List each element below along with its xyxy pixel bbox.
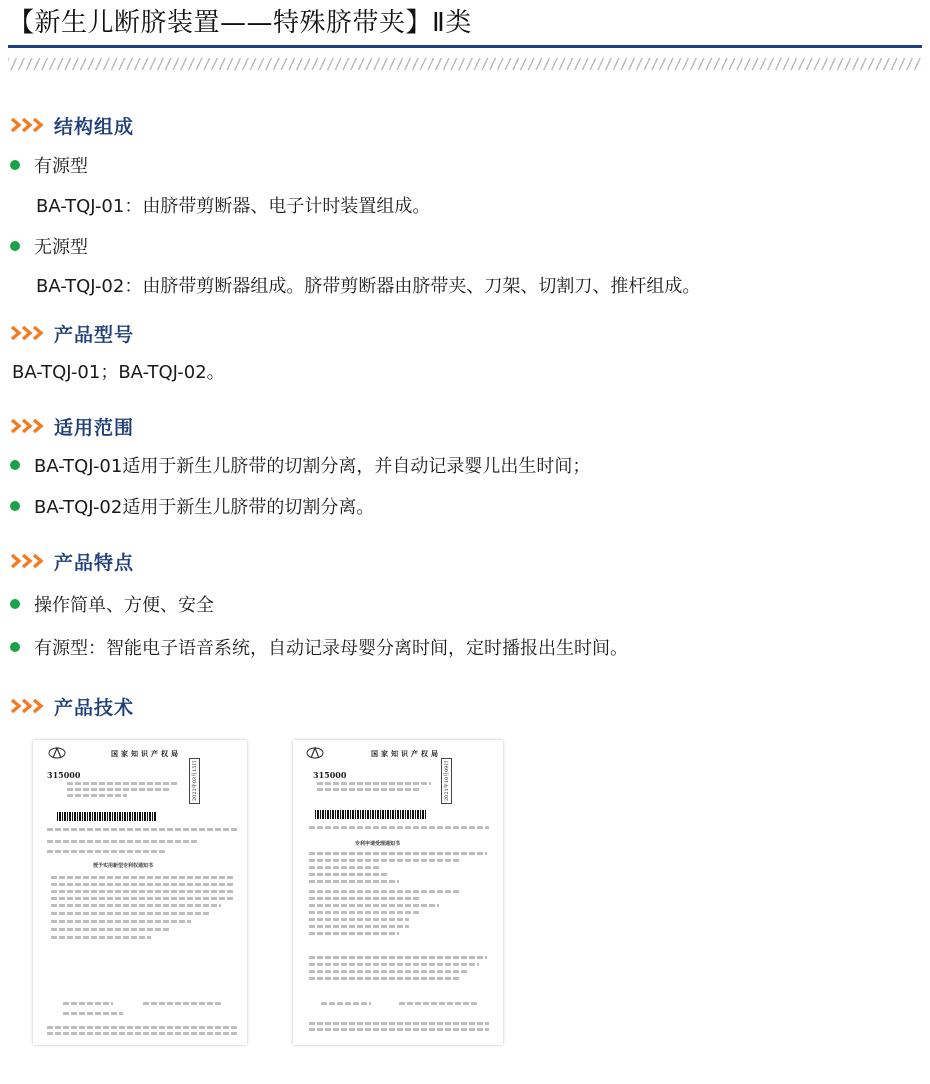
body-line [309,932,399,935]
footer-line [309,1028,489,1031]
signature-line [399,1002,479,1005]
section-models [10,318,134,348]
info-line [47,828,237,831]
body-line [51,876,235,879]
body-line [309,956,487,959]
patent-office-logo-icon [305,746,325,760]
signature-line [63,1012,123,1015]
body-line [51,883,235,886]
body-line [51,936,151,939]
body-line [51,890,235,893]
office-name: 国家知识产权局 [371,749,441,758]
body-line [51,928,171,931]
body-line [309,925,409,928]
triple-chevron-icon [10,117,46,133]
body-line [51,912,211,915]
body-line [309,873,389,876]
address-line [67,782,179,785]
section-features [10,546,134,576]
notice-title: 专利申请受理通知书 [355,841,401,847]
triple-chevron-icon [10,698,46,714]
list-item-text: 有源型 [34,156,88,177]
address-line [317,788,421,791]
body-line [309,963,479,966]
patent-certificate-2 [293,740,503,1045]
patent-certificate-1 [33,740,247,1045]
barcode [315,810,427,819]
detail-text: BA-TQJ-02：由脐带剪断器组成。脐带剪断器由脐带夹、刀架、切割刀、推杆组成。 [36,276,701,297]
body-line [309,904,439,907]
footer-line [47,1026,237,1029]
body-line [309,859,459,862]
green-dot-icon [10,642,20,652]
notice-title: 授予实用新型专利权通知书 [93,863,154,869]
footer-line [47,1032,237,1035]
triple-chevron-icon [10,553,46,569]
office-name: 国家知识产权局 [111,749,181,758]
green-dot-icon [10,599,20,609]
green-dot-icon [10,241,20,251]
list-item [10,492,374,520]
section-heading: 产品技术 [54,696,135,719]
postcode: 315000 [313,770,347,780]
section-scope [10,411,134,441]
patent-office-logo-icon [47,746,67,760]
body-line [51,920,191,923]
list-item [10,590,214,618]
list-item-text: BA-TQJ-02适用于新生儿脐带的切割分离。 [34,497,375,518]
postcode: 315000 [47,770,81,780]
section-heading: 产品型号 [54,323,135,346]
triple-chevron-icon [10,325,46,341]
body-line [309,918,409,921]
green-dot-icon [10,501,20,511]
date-stamp: 2021年10月09日 [441,758,452,804]
list-item-text: 操作简单、方便、安全 [34,595,214,616]
body-line [51,897,235,900]
address-line [317,782,431,785]
list-item [10,151,88,179]
signature-line [63,1002,113,1005]
address-line [67,794,127,797]
list-item [10,451,590,479]
body-line [51,904,221,907]
section-heading: 适用范围 [54,416,135,439]
body-line [309,852,487,855]
date-stamp: 2022年03月15日 [189,758,200,804]
info-line [47,850,167,853]
body-line [309,970,469,973]
signature-line [321,1002,371,1005]
models-text: BA-TQJ-01；BA-TQJ-02。 [12,362,225,383]
list-item [10,232,88,260]
body-line [309,880,399,883]
detail-text: BA-TQJ-01：由脐带剪断器、电子计时装置组成。 [36,196,431,217]
info-line [47,840,197,843]
barcode [57,812,157,821]
body-line [309,911,419,914]
section-tech [10,691,134,721]
green-dot-icon [10,160,20,170]
body-line [309,866,379,869]
list-item [10,633,628,661]
body-line [309,890,459,893]
section-structure [10,110,134,140]
triple-chevron-icon [10,418,46,434]
list-item-text: 有源型：智能电子语音系统，自动记录母婴分离时间，定时播报出生时间。 [34,638,628,659]
page-title: 【新生儿断脐装置——特殊脐带夹】Ⅱ类 [8,8,472,38]
footer-line [309,1022,489,1025]
title-divider [8,45,922,48]
list-item-text: 无源型 [34,237,88,258]
list-item-text: BA-TQJ-01适用于新生儿脐带的切割分离，并自动记录婴儿出生时间； [34,456,591,477]
body-line [309,977,459,980]
section-heading: 结构组成 [54,115,135,138]
body-line [309,897,419,900]
info-line [309,826,489,829]
hatch-divider [8,58,922,70]
section-heading: 产品特点 [54,551,135,574]
signature-line [143,1002,223,1005]
address-line [67,788,171,791]
green-dot-icon [10,460,20,470]
